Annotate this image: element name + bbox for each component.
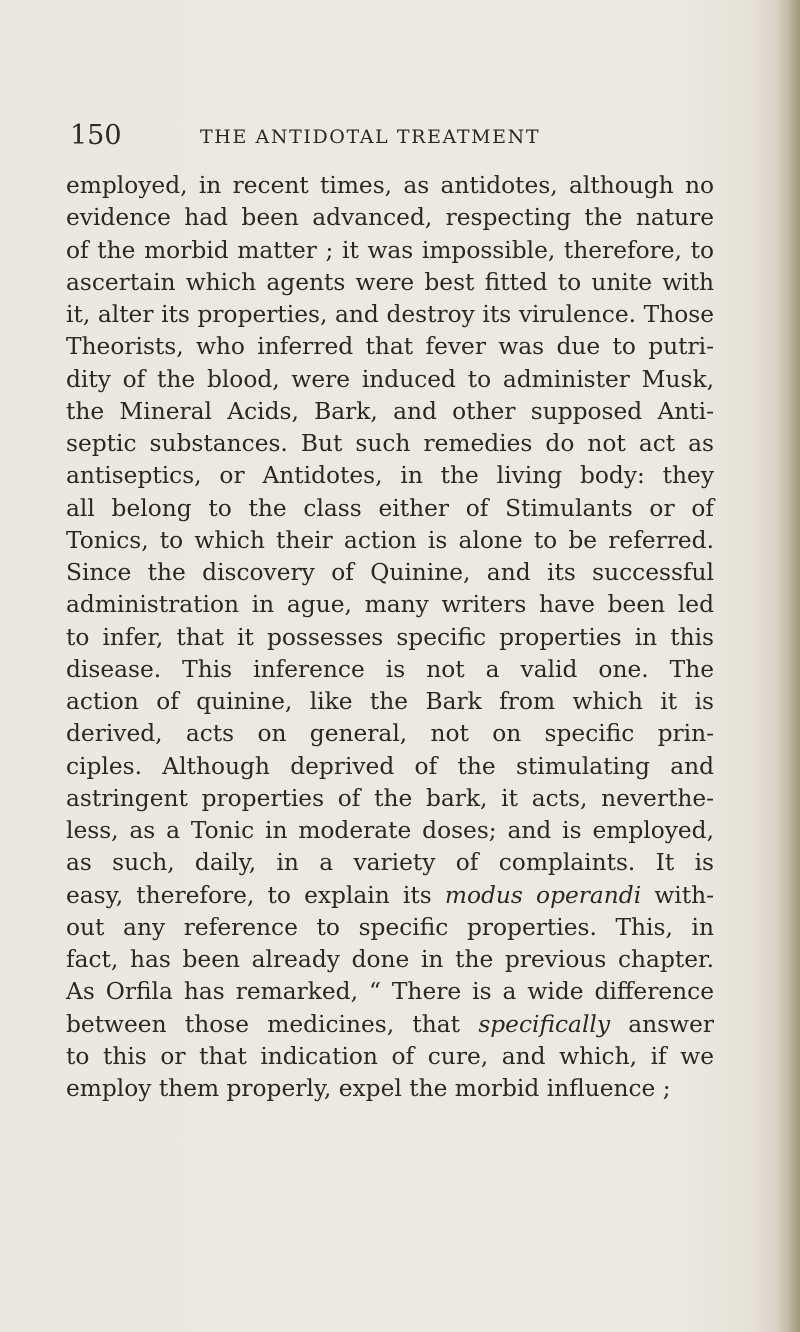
text-line: all belong to the class either of Stimulants or of [66,494,714,522]
text-line: Theorists, who inferred that fever was due to putri- [66,333,714,361]
text-line: evidence had been advanced, respecting the nature [66,204,714,232]
text-line: employ them properly, expel the morbid influence ; [66,1075,671,1102]
text-line: less, as a Tonic in moderate doses; and is employed, [66,817,714,844]
text-line: out any reference to specific properties. This, in [66,913,714,941]
text-line: between those medicines, that specifically answer [66,1010,714,1038]
text-line: fact, has been already done in the previous chapter. [66,946,714,973]
text-line: antiseptics, or Antidotes, in the living body: they [66,462,714,490]
text-line: septic substances. But such remedies do not act as [66,430,714,457]
page-number: 150 [70,120,122,151]
text-line: to this or that indication of cure, and which, if we [66,1042,714,1070]
text-line: As Orfila has remarked, “ There is a wide difference [66,978,714,1006]
text-line: astringent properties of the bark, it acts, neverthe- [66,784,714,812]
text-line: dity of the blood, were induced to administer Musk, [66,365,714,393]
italic-phrase: modus operandi [444,881,642,909]
text-line: Tonics, to which their action is alone to be referred. [66,526,714,554]
text-line: disease. This inference is not a valid one. The [66,655,714,683]
text-line: to infer, that it possesses specific properties in this [66,623,714,651]
text-line: action of quinine, like the Bark from which it is [66,688,714,715]
running-head: THE ANTIDOTAL TREATMENT [200,126,541,148]
text-line: ciples. Although deprived of the stimulating and [66,752,714,780]
text-line: employed, in recent times, as antidotes, although no [66,172,714,199]
body-text [66,170,714,1105]
page-edge-shadow [778,0,800,1332]
text-line: derived, acts on general, not on specific prin- [66,720,714,748]
text-line: it, alter its properties, and destroy its virulence. Those [66,301,714,328]
text-line: the Mineral Acids, Bark, and other supposed Anti- [66,397,714,425]
text-line: as such, daily, in a variety of complaints. It is [66,849,714,877]
text-line: of the morbid matter ; it was impossible, therefore, to [66,236,714,264]
italic-phrase: specifically [478,1010,611,1038]
text-line: easy, therefore, to explain its modus operandi with- [66,881,714,909]
page-header [70,118,710,154]
text-line: administration in ague, many writers have been led [66,591,714,619]
text-line: ascertain which agents were best fitted to unite with [66,268,714,296]
text-line: Since the discovery of Quinine, and its successful [66,559,714,586]
